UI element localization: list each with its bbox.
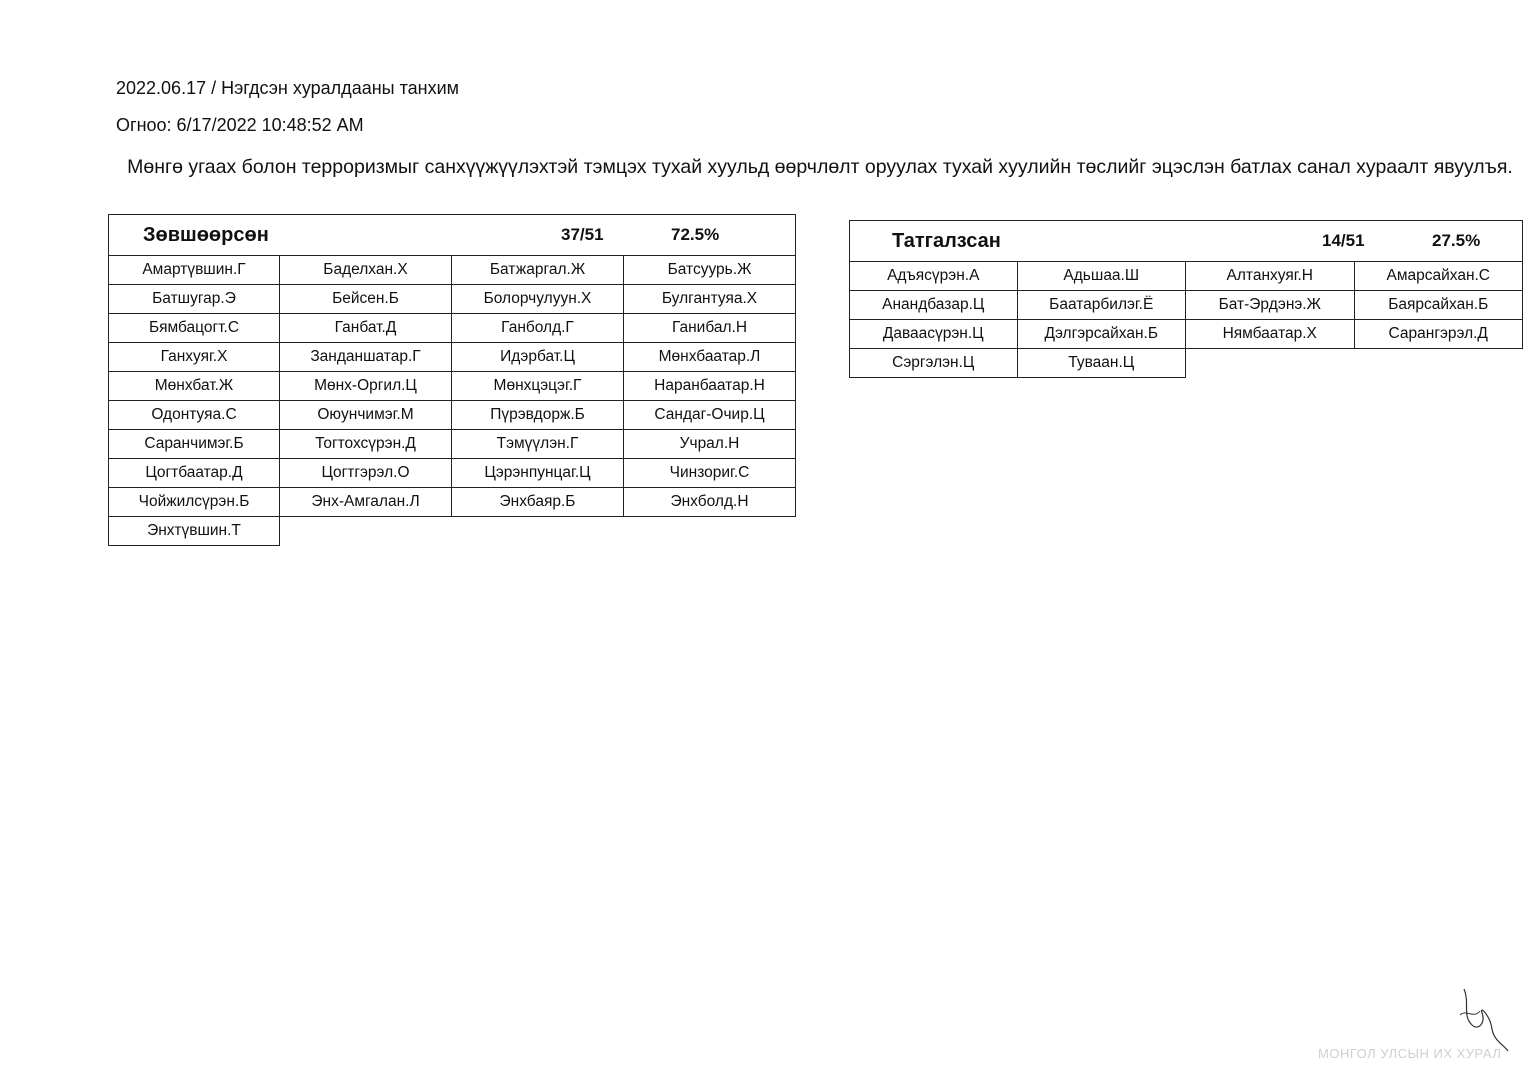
member-name-cell: Энхболд.Н bbox=[623, 487, 796, 517]
member-name-cell: Идэрбат.Ц bbox=[451, 342, 624, 372]
rejected-block bbox=[849, 220, 1523, 378]
member-name-cell: Мөнхбаатар.Л bbox=[623, 342, 796, 372]
member-name-cell: Баатарбилэг.Ё bbox=[1017, 290, 1187, 320]
member-name-cell: Анандбазар.Ц bbox=[849, 290, 1018, 320]
approved-label: Зөвшөөрсөн bbox=[143, 223, 269, 246]
member-name-cell: Адъясүрэн.А bbox=[849, 261, 1018, 291]
member-name-cell: Бямбацогт.С bbox=[108, 313, 280, 343]
member-name-cell: Ганбат.Д bbox=[279, 313, 452, 343]
rejected-label: Татгалзсан bbox=[892, 229, 1001, 252]
member-name-cell: Бат-Эрдэнэ.Ж bbox=[1185, 290, 1355, 320]
member-name-cell: Болорчулуун.Х bbox=[451, 284, 624, 314]
meta-date-location: 2022.06.17 / Нэгдсэн хуралдааны танхим bbox=[116, 78, 460, 98]
member-name-cell: Чойжилсүрэн.Б bbox=[108, 487, 280, 517]
approved-percent: 72.5% bbox=[671, 225, 720, 244]
member-name-cell: Энх-Амгалан.Л bbox=[279, 487, 452, 517]
member-name-cell: Баделхан.Х bbox=[279, 255, 452, 285]
member-name-cell: Занданшатар.Г bbox=[279, 342, 452, 372]
member-name-cell: Цогтбаатар.Д bbox=[108, 458, 280, 488]
member-name-cell: Адьшаа.Ш bbox=[1017, 261, 1187, 291]
member-name-cell: Энхтүвшин.Т bbox=[108, 516, 280, 546]
member-name-cell: Сарангэрэл.Д bbox=[1354, 319, 1524, 349]
member-name-cell: Чинзориг.С bbox=[623, 458, 796, 488]
member-name-cell: Пүрэвдорж.Б bbox=[451, 400, 624, 430]
member-name-cell: Булгантуяа.Х bbox=[623, 284, 796, 314]
member-name-cell: Цэрэнпунцаг.Ц bbox=[451, 458, 624, 488]
member-name-cell: Мөнх-Оргил.Ц bbox=[279, 371, 452, 401]
rejected-names-grid bbox=[849, 262, 1523, 378]
member-name-cell: Одонтуяа.С bbox=[108, 400, 280, 430]
approved-names-grid bbox=[108, 256, 796, 546]
member-name-cell: Алтанхуяг.Н bbox=[1185, 261, 1355, 291]
member-name-cell: Амарсайхан.С bbox=[1354, 261, 1524, 291]
member-name-cell: Ганибал.Н bbox=[623, 313, 796, 343]
member-name-cell: Баярсайхан.Б bbox=[1354, 290, 1524, 320]
member-name-cell: Мөнхцэцэг.Г bbox=[451, 371, 624, 401]
member-name-cell: Тэмүүлэн.Г bbox=[451, 429, 624, 459]
rejected-percent: 27.5% bbox=[1432, 231, 1481, 250]
vote-title: Мөнгө угаах болон терроризмыг санхүүжүүлэхтэй тэмцэх тухай хуульд өөрчлөлт оруулах тухай хуулийн төслийг эцэслэн батлах санал хураалт явуулъя. bbox=[127, 156, 1513, 178]
member-name-cell: Даваасүрэн.Ц bbox=[849, 319, 1018, 349]
member-name-cell: Батжаргал.Ж bbox=[451, 255, 624, 285]
rejected-count: 14/51 bbox=[1322, 231, 1365, 250]
member-name-cell: Амартүвшин.Г bbox=[108, 255, 280, 285]
member-name-cell: Батсуурь.Ж bbox=[623, 255, 796, 285]
meta-timestamp: Огноо: 6/17/2022 10:48:52 AM bbox=[116, 115, 364, 135]
approved-header bbox=[108, 214, 796, 256]
member-name-cell: Бейсен.Б bbox=[279, 284, 452, 314]
member-name-cell: Саранчимэг.Б bbox=[108, 429, 280, 459]
member-name-cell: Дэлгэрсайхан.Б bbox=[1017, 319, 1187, 349]
member-name-cell: Наранбаатар.Н bbox=[623, 371, 796, 401]
member-name-cell: Цогтгэрэл.О bbox=[279, 458, 452, 488]
rejected-header bbox=[849, 220, 1523, 262]
member-name-cell: Туваан.Ц bbox=[1017, 348, 1187, 378]
member-name-cell: Нямбаатар.Х bbox=[1185, 319, 1355, 349]
member-name-cell: Учрал.Н bbox=[623, 429, 796, 459]
member-name-cell: Оюунчимэг.М bbox=[279, 400, 452, 430]
member-name-cell: Ганхуяг.Х bbox=[108, 342, 280, 372]
member-name-cell: Ганболд.Г bbox=[451, 313, 624, 343]
approved-block bbox=[108, 214, 796, 546]
watermark-text: МОНГОЛ УЛСЫН ИХ ХУРАЛ bbox=[1318, 1046, 1502, 1061]
member-name-cell: Тогтохсүрэн.Д bbox=[279, 429, 452, 459]
handwritten-signature bbox=[1452, 985, 1512, 1055]
approved-count: 37/51 bbox=[561, 225, 604, 244]
member-name-cell: Энхбаяр.Б bbox=[451, 487, 624, 517]
member-name-cell: Сандаг-Очир.Ц bbox=[623, 400, 796, 430]
member-name-cell: Батшугар.Э bbox=[108, 284, 280, 314]
member-name-cell: Мөнхбат.Ж bbox=[108, 371, 280, 401]
member-name-cell: Сэргэлэн.Ц bbox=[849, 348, 1018, 378]
